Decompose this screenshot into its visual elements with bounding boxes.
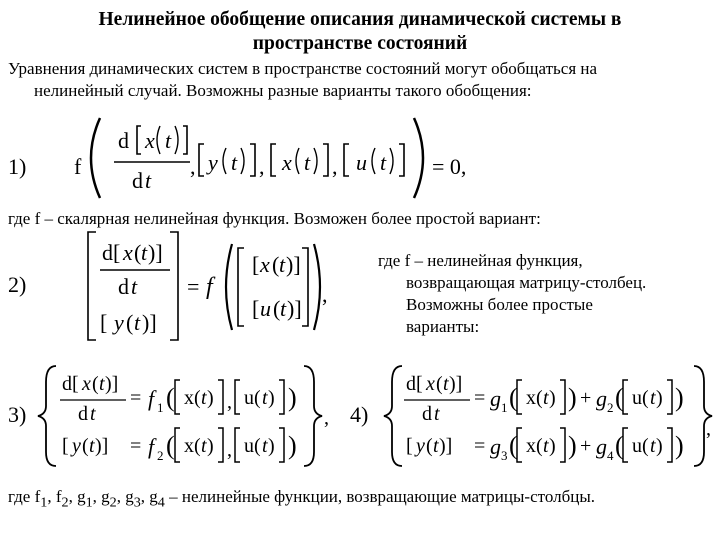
svg-text:): ) (207, 387, 214, 409)
svg-text:): ) (568, 431, 577, 460)
svg-text:t: t (141, 240, 148, 265)
numerator-d: d (118, 128, 129, 153)
after-eq2-line3: Возможны более простые (406, 295, 593, 314)
svg-text:(: ( (615, 431, 624, 460)
svg-text:+: + (580, 435, 592, 457)
svg-text:): ) (207, 435, 214, 457)
svg-text:y: y (114, 310, 124, 335)
svg-text:(: ( (134, 240, 142, 265)
svg-text:x: x (145, 128, 155, 153)
svg-text:t: t (134, 310, 141, 335)
slide-title-line2: пространстве состояний (252, 33, 468, 54)
svg-text:[: [ (406, 435, 413, 457)
svg-text:u(: u( (632, 387, 649, 409)
svg-text:t: t (201, 387, 207, 409)
final-note: где $f_1$, $f_2$, $g_1$, $g_2$, $g_3$, $g_4$ – нелинейные функции, возвращающие матрицы-столбцы. (8, 487, 596, 511)
svg-text:t: t (280, 296, 287, 321)
svg-text:[: [ (62, 435, 69, 457)
svg-text:): ) (549, 387, 556, 409)
svg-text:f: f (148, 434, 155, 459)
svg-text:y: y (416, 435, 425, 457)
svg-text:1: 1 (157, 400, 164, 415)
svg-text:t: t (279, 252, 286, 277)
svg-text:x: x (123, 240, 133, 265)
svg-text:x: x (260, 252, 270, 277)
svg-text:(: ( (82, 435, 89, 457)
svg-text:t: t (131, 274, 138, 299)
svg-text:t: t (89, 435, 95, 457)
svg-text:)]: )] (287, 296, 302, 321)
svg-text:t: t (99, 373, 105, 395)
svg-text:(: ( (272, 252, 280, 277)
svg-text:x(: x( (184, 435, 201, 457)
svg-text:u: u (356, 150, 367, 175)
svg-text:)]: )] (95, 435, 109, 457)
equation-2 (0, 230, 380, 345)
svg-text:d[: d[ (62, 373, 79, 395)
svg-text:(: ( (426, 435, 433, 457)
svg-text:(: ( (166, 383, 175, 412)
svg-text:)]: )] (439, 435, 453, 457)
svg-text:): ) (675, 383, 684, 412)
svg-text:(: ( (509, 383, 518, 412)
svg-text:x(: x( (526, 387, 543, 409)
slide-title (0, 8, 720, 56)
svg-text:d[: d[ (406, 373, 423, 395)
svg-text:y: y (72, 435, 81, 457)
after-eq2-line1: где f – нелинейная функция, (378, 251, 583, 270)
equation-1 (0, 112, 720, 204)
svg-text:)]: )] (286, 252, 301, 277)
left-paren (91, 118, 100, 198)
equation-3 (0, 362, 360, 472)
svg-text:t: t (434, 403, 440, 425)
svg-text:(: ( (166, 431, 175, 460)
svg-text:d: d (78, 403, 88, 425)
svg-text:=: = (130, 435, 142, 457)
svg-text:+: + (580, 387, 592, 409)
svg-text:f: f (148, 386, 155, 411)
svg-text:g: g (490, 386, 501, 411)
equation-4 (340, 362, 720, 472)
svg-text:)]: )] (105, 373, 119, 395)
svg-text:,: , (227, 439, 232, 461)
svg-text:u: u (260, 296, 271, 321)
svg-text:t: t (304, 150, 311, 175)
svg-text:g: g (596, 386, 607, 411)
equation-1-number: 1) (8, 154, 27, 179)
svg-text:x: x (82, 373, 91, 395)
svg-text:): ) (656, 435, 663, 457)
after-eq2-line2: возвращающая матрицу-столбец. (406, 273, 647, 292)
svg-text:): ) (656, 387, 663, 409)
svg-text:t: t (543, 387, 549, 409)
equation-4-number: 4) (350, 402, 369, 427)
svg-text:t: t (90, 403, 96, 425)
svg-text:f: f (206, 274, 213, 300)
svg-text:t: t (443, 373, 449, 395)
svg-text:t: t (380, 150, 387, 175)
svg-text:d: d (118, 274, 129, 299)
svg-text:[: [ (252, 252, 260, 277)
svg-text:,: , (332, 154, 338, 179)
intro-line1: Уравнения динамических систем в пространстве состояний могут обобщаться на (8, 59, 598, 78)
svg-text:=: = (187, 274, 200, 299)
after-equation-1: где f – скалярная нелинейная функция. Возможен более простой вариант: (8, 209, 541, 228)
svg-text:d[: d[ (102, 240, 121, 265)
svg-text:t: t (262, 435, 268, 457)
svg-text:): ) (549, 435, 556, 457)
svg-text:t: t (543, 435, 549, 457)
svg-text:y: y (208, 150, 218, 175)
svg-text:): ) (288, 383, 297, 412)
svg-text:x(: x( (526, 435, 543, 457)
intro-paragraph (8, 58, 713, 102)
svg-text:)]: )] (142, 310, 157, 335)
svg-text:(: ( (509, 431, 518, 460)
svg-text:,: , (259, 154, 265, 179)
svg-text:2: 2 (157, 448, 164, 463)
svg-text:d: d (132, 168, 143, 193)
svg-text:[: [ (252, 296, 260, 321)
svg-text:): ) (675, 431, 684, 460)
equation-3-number: 3) (8, 402, 27, 427)
svg-text:=: = (474, 387, 486, 409)
svg-text:1: 1 (501, 400, 508, 415)
svg-text:,: , (324, 407, 329, 429)
svg-text:t: t (262, 387, 268, 409)
svg-text:g: g (596, 434, 607, 459)
svg-text:t: t (231, 150, 238, 175)
after-eq2-line4: варианты: (406, 317, 480, 336)
svg-text:=: = (130, 387, 142, 409)
svg-text:d: d (422, 403, 432, 425)
svg-text:): ) (288, 431, 297, 460)
svg-text:t: t (433, 435, 439, 457)
svg-text:u(: u( (244, 435, 261, 457)
slide-title-line1: Нелинейное обобщение описания динамической системы в (98, 9, 622, 30)
svg-text:t: t (201, 435, 207, 457)
svg-text:,: , (227, 391, 232, 413)
svg-text:): ) (268, 387, 275, 409)
svg-text:t: t (145, 168, 152, 193)
svg-text:u(: u( (244, 387, 261, 409)
svg-text:x(: x( (184, 387, 201, 409)
equation-2-number: 2) (8, 272, 27, 297)
after-equation-2 (378, 250, 708, 338)
svg-text:(: ( (273, 296, 281, 321)
svg-text:(: ( (615, 383, 624, 412)
svg-text:(: ( (126, 310, 134, 335)
svg-text:x: x (282, 150, 292, 175)
equation-1-rhs: = 0, (432, 154, 467, 179)
svg-text:(: ( (436, 373, 443, 395)
svg-text:t: t (650, 435, 656, 457)
svg-text:g: g (490, 434, 501, 459)
svg-text:t: t (165, 128, 172, 153)
intro-line2: нелинейный случай. Возможны разные варианты такого обобщения: (34, 81, 532, 100)
svg-text:u(: u( (632, 435, 649, 457)
svg-text:3: 3 (501, 448, 508, 463)
right-paren (414, 118, 423, 198)
svg-text:4: 4 (607, 448, 614, 463)
svg-text:t: t (650, 387, 656, 409)
svg-text:(: ( (92, 373, 99, 395)
svg-text:=: = (474, 435, 486, 457)
svg-text:,: , (322, 282, 328, 307)
svg-text:,: , (190, 154, 196, 179)
svg-text:[: [ (100, 310, 108, 335)
svg-text:): ) (268, 435, 275, 457)
svg-text:2: 2 (607, 400, 614, 415)
svg-text:)]: )] (148, 240, 163, 265)
svg-text:x: x (426, 373, 435, 395)
equation-1-func: f (74, 154, 82, 179)
svg-text:)]: )] (449, 373, 463, 395)
equation-4-comma: , (706, 418, 711, 440)
svg-text:): ) (568, 383, 577, 412)
